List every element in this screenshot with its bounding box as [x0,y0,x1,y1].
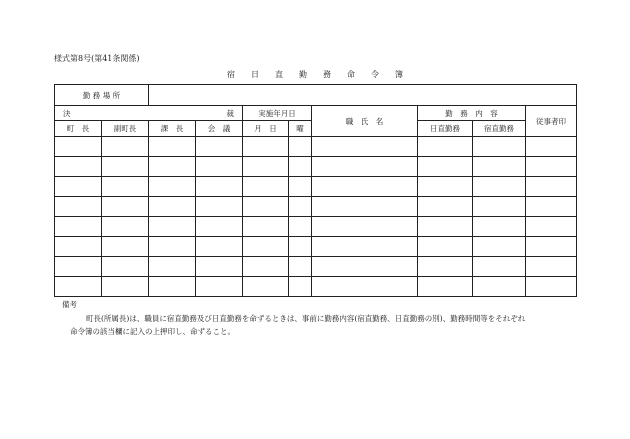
notes-heading: 備考 [62,300,77,309]
table-cell[interactable] [149,217,196,237]
table-cell[interactable] [312,237,418,257]
table-cell[interactable] [243,157,289,177]
approver-meeting: 会 議 [196,121,243,137]
table-cell[interactable] [526,277,577,297]
table-row [55,197,577,217]
table-cell[interactable] [418,197,473,217]
table-cell[interactable] [418,137,473,157]
duty-order-table [54,84,576,297]
table-cell[interactable] [55,217,102,237]
table-cell[interactable] [473,137,526,157]
table-cell[interactable] [526,257,577,277]
table-cell[interactable] [312,197,418,217]
table-cell[interactable] [102,237,149,257]
table-cell[interactable] [102,257,149,277]
table-cell[interactable] [196,157,243,177]
kessai-header: 決 裁 [55,106,243,121]
table-cell[interactable] [418,217,473,237]
table-cell[interactable] [102,197,149,217]
table-cell[interactable] [312,257,418,277]
table-cell[interactable] [243,197,289,217]
table-cell[interactable] [473,237,526,257]
notes-line-1: 町長(所属長)は、職員に宿直勤務及び日直勤務を命ずるときは、事前に勤務内容(宿直勤務、日直勤務の別)、勤務時間等をそれぞれ [86,313,526,323]
notes-line-2: 命令簿の該当欄に記入の上押印し、命ずること。 [70,327,235,336]
approver-deputy-mayor: 副町長 [102,121,149,137]
table-cell[interactable] [55,177,102,197]
table-cell[interactable] [243,217,289,237]
table-cell[interactable] [55,277,102,297]
table-cell[interactable] [526,197,577,217]
table-cell[interactable] [196,197,243,217]
table-cell[interactable] [473,197,526,217]
table-cell[interactable] [289,177,312,197]
table-cell[interactable] [312,177,418,197]
table-cell[interactable] [473,257,526,277]
title-char: 令 [371,70,379,79]
title-char: 宿 [227,70,235,79]
table-cell[interactable] [243,277,289,297]
table-cell[interactable] [289,257,312,277]
table-cell[interactable] [473,217,526,237]
table-cell[interactable] [243,137,289,157]
table-cell[interactable] [312,157,418,177]
form-title [0,69,630,80]
form-number: 様式第8号(第41条関係) [54,54,140,63]
approver-section-chief: 課 長 [149,121,196,137]
table-row [55,177,577,197]
table-cell[interactable] [149,157,196,177]
table-cell[interactable] [149,177,196,197]
table-cell[interactable] [312,277,418,297]
table-cell[interactable] [55,157,102,177]
table-cell[interactable] [102,217,149,237]
workplace-field[interactable] [149,85,577,106]
table-cell[interactable] [526,217,577,237]
table-cell[interactable] [55,237,102,257]
table-cell[interactable] [196,137,243,157]
table-cell[interactable] [243,237,289,257]
table-cell[interactable] [102,277,149,297]
table-cell[interactable] [418,257,473,277]
table-cell[interactable] [243,177,289,197]
table-cell[interactable] [418,237,473,257]
staff-name-header: 職 氏 名 [312,106,418,137]
table-cell[interactable] [289,137,312,157]
table-cell[interactable] [526,177,577,197]
table-cell[interactable] [55,137,102,157]
table-cell[interactable] [473,177,526,197]
table-cell[interactable] [289,277,312,297]
table-cell[interactable] [312,217,418,237]
worker-seal-header: 従事者印 [526,106,577,137]
table-cell[interactable] [526,157,577,177]
table-cell[interactable] [526,237,577,257]
approver-mayor: 町 長 [55,121,102,137]
table-cell[interactable] [418,177,473,197]
table-cell[interactable] [196,217,243,237]
title-char: 簿 [395,70,403,79]
table-cell[interactable] [418,157,473,177]
table-row [55,257,577,277]
month-day-header: 月 日 [243,121,289,137]
table-cell[interactable] [196,237,243,257]
table-cell[interactable] [55,197,102,217]
table-cell[interactable] [196,177,243,197]
table-cell[interactable] [102,157,149,177]
weekday-header: 曜 [289,121,312,137]
table-cell[interactable] [55,257,102,277]
table-cell[interactable] [149,137,196,157]
table-row [55,137,577,157]
table-row [55,237,577,257]
notes [54,298,584,339]
table-cell[interactable] [289,237,312,257]
title-char: 勤 [299,70,307,79]
workplace-label: 勤 務 場 所 [55,85,149,106]
table-row [55,277,577,297]
night-duty-header: 宿直勤務 [473,121,526,137]
table-cell[interactable] [102,177,149,197]
title-char: 直 [275,70,283,79]
title-char: 命 [347,70,355,79]
table-cell[interactable] [149,257,196,277]
implementation-date-header: 実施年月日 [243,106,312,121]
table-row [55,157,577,177]
day-duty-header: 日直勤務 [418,121,473,137]
table-cell[interactable] [312,137,418,157]
table-cell[interactable] [289,217,312,237]
table-cell[interactable] [149,197,196,217]
table-cell[interactable] [196,257,243,277]
table-cell[interactable] [526,137,577,157]
table-row [55,217,577,237]
table-cell[interactable] [149,237,196,257]
table-cell[interactable] [243,257,289,277]
table-cell[interactable] [473,157,526,177]
title-char: 務 [323,70,331,79]
table-cell[interactable] [473,277,526,297]
title-char: 日 [251,70,259,79]
table-cell[interactable] [102,137,149,157]
table-cell[interactable] [289,197,312,217]
duty-content-header: 勤 務 内 容 [418,106,526,121]
table-cell[interactable] [196,277,243,297]
table-cell[interactable] [149,277,196,297]
table-cell[interactable] [289,157,312,177]
table-cell[interactable] [418,277,473,297]
